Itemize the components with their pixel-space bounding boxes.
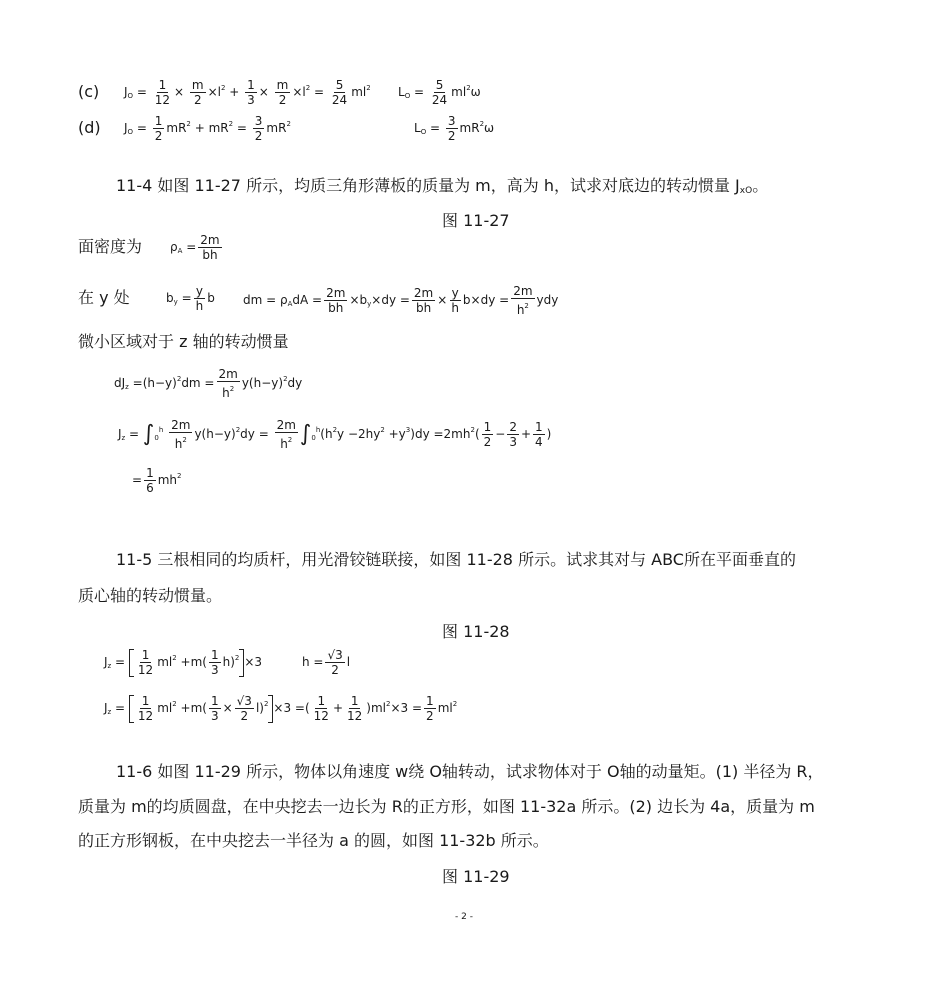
- formula-h-value: h = $\frac{√3}{2}$ l: [302, 648, 351, 677]
- formula-c-J: $J_O$ = $\frac{1}{12}$ × $\frac{m}{2}$ $\times l^2$ + $\frac{1}{3}$ × $\frac{m}{2}$ $\times l^2$ = $\frac{5}{24}$ $ml^2$: [124, 78, 371, 107]
- formula-d-L: $L_O$ = $\frac{3}{2}$ $mR^2\omega$: [414, 114, 495, 143]
- item-c-label: (c): [78, 82, 100, 101]
- density-label: 面密度为: [78, 237, 143, 256]
- problem-11-5-line1: 11-5 三根相同的均质杆，用光滑铰链联接，如图 11-28 所示。试求其对与 ABC所在平面垂直的: [116, 550, 796, 569]
- formula-rho: $\rho_A$ = $\frac{2m}{bh}$: [170, 233, 220, 262]
- formula-by: $b_y$ = $\frac{y}{h}$ b: [166, 284, 215, 313]
- at-y-label: 在 y 处: [78, 288, 130, 307]
- micro-region-label: 微小区域对于 z 轴的转动惯量: [78, 332, 289, 351]
- formula-11-28-Jz-1: $J_z$ = $\frac{1}{12}$ $ml^2 +m$( $\frac{1}{3}$ h)$^2$ ×3: [104, 648, 263, 677]
- formula-dm: dm = $\rho_AdA$ = $\frac{2m}{bh}$ $\times b_y\times dy$ = $\frac{2m}{bh}$ × $\frac{y}{h}$ b×dy = $\frac{2m}{h^2}$ ydy: [243, 284, 559, 317]
- formula-c-L: $L_O$ = $\frac{5}{24}$ $ml^2\omega$: [398, 78, 481, 107]
- item-d-label: (d): [78, 118, 101, 137]
- formula-dJz: $dJ_z =(h-y)^2dm$ = $\frac{2m}{h^2}$ $y(h-y)^2dy$: [114, 367, 303, 400]
- formula-11-28-Jz-2: $J_z$ = $\frac{1}{12}$ $ml^2 +m$( $\frac{1}{3}$ × $\frac{√3}{2}$ l)$^2$ ×3 =( $\frac{1}{12}$ + $\frac{1}{12}$ )$ml^2\times 3$ = $\frac{1}{2}$ $ml^2$: [104, 694, 458, 723]
- problem-11-4-text: 11-4 如图 11-27 所示，均质三角形薄板的质量为 m，高为 h，试求对底边的转动惯量 $J_{xO}$。: [116, 176, 769, 196]
- figure-caption-11-28: 图 11-28: [442, 622, 510, 641]
- problem-11-6-line2: 质量为 m的均质圆盘，在中央挖去一边长为 R的正方形，如图 11-32a 所示。(2) 边长为 4a，质量为 m: [78, 797, 815, 816]
- problem-11-6-line3: 的正方形钢板，在中央挖去一半径为 a 的圆，如图 11-32b 所示。: [78, 831, 549, 850]
- problem-11-6-line1: 11-6 如图 11-29 所示，物体以角速度 w绕 O轴转动，试求物体对于 O轴的动量矩。(1) 半径为 R，: [116, 762, 824, 781]
- formula-Jz-result: = $\frac{1}{6}$ $mh^2$: [132, 466, 182, 495]
- problem-11-5-line2: 质心轴的转动惯量。: [78, 586, 223, 605]
- page-number: - 2 -: [455, 912, 473, 922]
- formula-d-J: $J_O$ = $\frac{1}{2}$ $mR^2 + mR^2$ = $\frac{3}{2}$ $mR^2$: [124, 114, 291, 143]
- formula-Jz: $J_z = \int_0^h$ $\frac{2m}{h^2}$ $y(h-y)^2dy$ = $\frac{2m}{h^2}$ $\int_0^h(h^2y -2hy^2 +y^3)dy =2mh^2$( $\frac{1}{2}$ − $\frac{2}{3}$ + $\frac{1}{4}$ ): [118, 418, 552, 451]
- figure-caption-11-29: 图 11-29: [442, 867, 510, 886]
- figure-caption-11-27: 图 11-27: [442, 211, 510, 230]
